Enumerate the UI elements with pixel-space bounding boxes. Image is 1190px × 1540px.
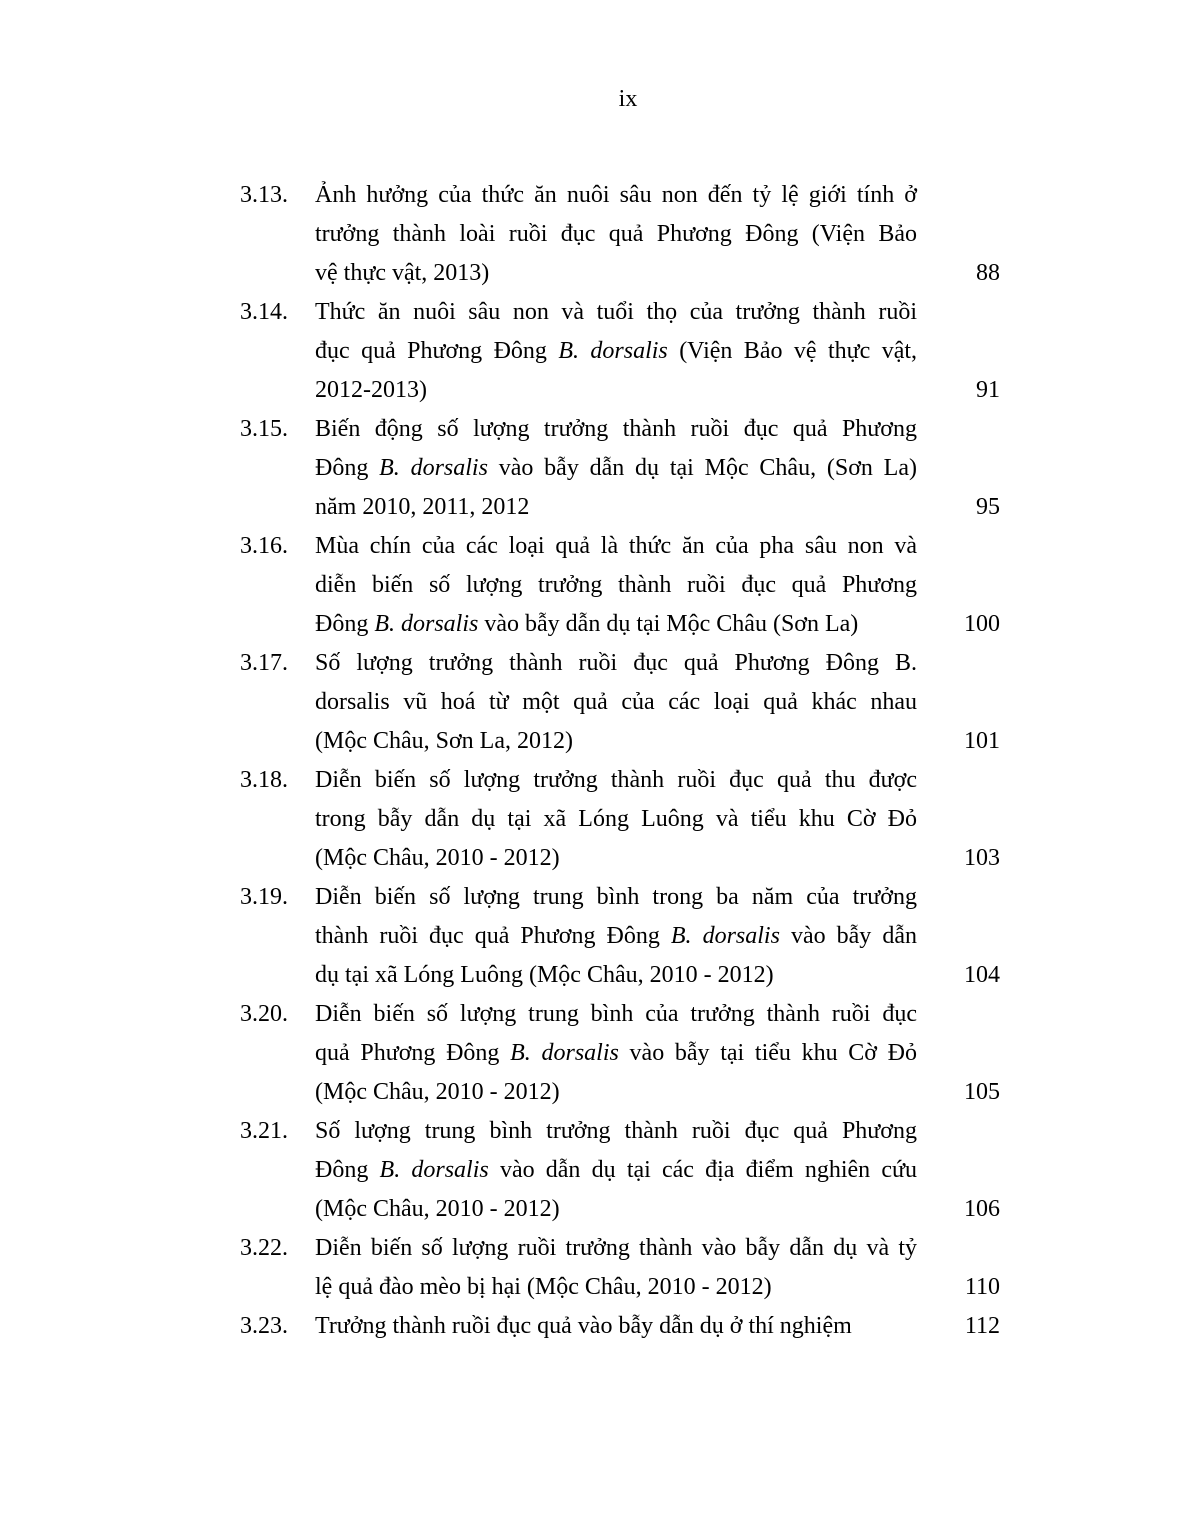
- title-text: vào dẫn dụ tại các địa điểm nghiên cứu: [488, 1157, 918, 1183]
- entry-number: 3.20.: [240, 1001, 288, 1027]
- entry-title-line: [315, 995, 917, 1034]
- toc-entry: [240, 1112, 1010, 1229]
- entry-title-line: [315, 254, 917, 293]
- title-text: Số lượng trưởng thành ruồi đục quả Phương Đông B.: [315, 650, 917, 676]
- species-name: B. dorsalis: [670, 923, 780, 949]
- page-number: ix: [618, 86, 638, 112]
- entry-title-line: [315, 839, 917, 878]
- title-text: Mùa chín của các loại quả là thức ăn của pha sâu non và: [315, 533, 917, 559]
- entry-title: [315, 1229, 917, 1307]
- title-text: vệ thực vật, 2013): [315, 260, 490, 286]
- entry-title-line: [315, 1307, 917, 1346]
- toc-entry: [240, 1307, 1010, 1346]
- title-text: (Mộc Châu, 2010 - 2012): [315, 1079, 560, 1105]
- title-text: Diễn biến số lượng trung bình trong ba năm của trưởng: [315, 884, 917, 910]
- toc-entry: [240, 293, 1010, 410]
- toc-entry: [240, 761, 1010, 878]
- entry-number: 3.21.: [240, 1118, 288, 1144]
- title-text: quả Phương Đông: [315, 1040, 511, 1066]
- title-text: lệ quả đào mèo bị hại (Mộc Châu, 2010 - 2012): [315, 1274, 772, 1300]
- species-name: B. dorsalis: [379, 1157, 489, 1183]
- entry-title-line: [315, 761, 917, 800]
- entry-number: 3.16.: [240, 533, 288, 559]
- entry-title-line: [315, 644, 917, 683]
- title-text: Số lượng trung bình trưởng thành ruồi đục quả Phương: [315, 1118, 917, 1144]
- title-text: diễn biến số lượng trưởng thành ruồi đục quả Phương: [315, 572, 917, 598]
- title-text: năm 2010, 2011, 2012: [315, 494, 530, 520]
- title-text: Diễn biến số lượng trưởng thành ruồi đục quả thu được: [315, 767, 917, 793]
- entry-number: 3.15.: [240, 416, 288, 442]
- entry-page-number: 101: [964, 728, 1000, 754]
- title-text: (Mộc Châu, Sơn La, 2012): [315, 728, 573, 754]
- toc-entry: [240, 644, 1010, 761]
- entry-title-line: [315, 1112, 917, 1151]
- species-name: B. dorsalis: [510, 1040, 619, 1066]
- toc-entry: [240, 878, 1010, 995]
- toc-entry: [240, 1229, 1010, 1307]
- entry-title-line: [315, 878, 917, 917]
- entry-number: 3.17.: [240, 650, 288, 676]
- entry-title-line: [315, 722, 917, 761]
- entry-title-line: [315, 371, 917, 410]
- species-name: B. dorsalis: [558, 338, 668, 364]
- entry-title: [315, 1112, 917, 1229]
- title-text: đục quả Phương Đông: [315, 338, 559, 364]
- entry-number: 3.19.: [240, 884, 288, 910]
- entry-title-line: [315, 1151, 917, 1190]
- title-text: vào bẫy dẫn dụ tại Mộc Châu (Sơn La): [478, 611, 859, 637]
- entry-title-line: [315, 410, 917, 449]
- species-name: B. dorsalis: [379, 455, 488, 481]
- title-text: 2012-2013): [315, 377, 427, 403]
- species-name: B. dorsalis: [374, 611, 479, 637]
- entry-title-line: [315, 293, 917, 332]
- entry-title-line: [315, 800, 917, 839]
- entry-title-line: [315, 1034, 917, 1073]
- entry-title: [315, 761, 917, 878]
- entry-page-number: 105: [964, 1079, 1000, 1105]
- toc-list: [240, 176, 1010, 1346]
- entry-number: 3.22.: [240, 1235, 288, 1261]
- entry-title-line: [315, 605, 917, 644]
- entry-title-line: [315, 332, 917, 371]
- entry-page-number: 110: [964, 1274, 1000, 1300]
- entry-title-line: [315, 1268, 917, 1307]
- entry-page-number: 91: [976, 377, 1000, 403]
- title-text: Đông: [315, 1157, 380, 1183]
- entry-page-number: 103: [964, 845, 1000, 871]
- title-text: Trưởng thành ruồi đục quả vào bẫy dẫn dụ ở thí nghiệm: [315, 1313, 852, 1339]
- entry-title-line: [315, 176, 917, 215]
- entry-title: [315, 176, 917, 293]
- entry-page-number: 104: [964, 962, 1000, 988]
- title-text: trong bẫy dẫn dụ tại xã Lóng Luông và tiểu khu Cờ Đỏ: [315, 806, 917, 832]
- entry-page-number: 100: [964, 611, 1000, 637]
- title-text: dorsalis vũ hoá từ một quả của các loại quả khác nhau: [315, 689, 917, 715]
- entry-title-line: [315, 1073, 917, 1112]
- title-text: Đông: [315, 455, 380, 481]
- title-text: (Viện Bảo vệ thực vật,: [667, 338, 918, 364]
- toc-entry: [240, 995, 1010, 1112]
- entry-page-number: 112: [964, 1313, 1000, 1339]
- title-text: (Mộc Châu, 2010 - 2012): [315, 845, 560, 871]
- entry-title-line: [315, 917, 917, 956]
- entry-page-number: 95: [976, 494, 1000, 520]
- entry-title: [315, 410, 917, 527]
- entry-title: [315, 1307, 917, 1346]
- entry-title-line: [315, 566, 917, 605]
- title-text: Diễn biến số lượng ruồi trưởng thành vào bẫy dẫn dụ và tỷ: [315, 1235, 917, 1261]
- entry-title: [315, 995, 917, 1112]
- entry-title-line: [315, 488, 917, 527]
- entry-title-line: [315, 449, 917, 488]
- toc-entry: [240, 176, 1010, 293]
- title-text: Ảnh hưởng của thức ăn nuôi sâu non đến tỷ lệ giới tính ở: [315, 182, 917, 208]
- title-text: vào bẫy tại tiểu khu Cờ Đỏ: [618, 1040, 918, 1066]
- entry-number: 3.14.: [240, 299, 288, 325]
- entry-title: [315, 293, 917, 410]
- toc-entry: [240, 527, 1010, 644]
- title-text: thành ruồi đục quả Phương Đông: [315, 923, 671, 949]
- title-text: dụ tại xã Lóng Luông (Mộc Châu, 2010 - 2012): [315, 962, 774, 988]
- entry-title-line: [315, 1229, 917, 1268]
- title-text: vào bẫy dẫn: [779, 923, 917, 949]
- entry-title-line: [315, 527, 917, 566]
- entry-title-line: [315, 1190, 917, 1229]
- title-text: Thức ăn nuôi sâu non và tuổi thọ của trưởng thành ruồi: [315, 299, 917, 325]
- title-text: Biến động số lượng trưởng thành ruồi đục quả Phương: [315, 416, 917, 442]
- entry-number: 3.18.: [240, 767, 288, 793]
- entry-title-line: [315, 215, 917, 254]
- entry-title-line: [315, 683, 917, 722]
- entry-page-number: 106: [964, 1196, 1000, 1222]
- toc-entry: [240, 410, 1010, 527]
- entry-title-line: [315, 956, 917, 995]
- entry-title: [315, 644, 917, 761]
- entry-number: 3.13.: [240, 182, 288, 208]
- title-text: vào bẫy dẫn dụ tại Mộc Châu, (Sơn La): [487, 455, 917, 481]
- entry-page-number: 88: [976, 260, 1000, 286]
- title-text: trưởng thành loài ruồi đục quả Phương Đông (Viện Bảo: [315, 221, 917, 247]
- title-text: Diễn biến số lượng trung bình của trưởng thành ruồi đục: [315, 1001, 917, 1027]
- title-text: Đông: [315, 611, 375, 637]
- entry-title: [315, 878, 917, 995]
- entry-title: [315, 527, 917, 644]
- entry-number: 3.23.: [240, 1313, 288, 1339]
- title-text: (Mộc Châu, 2010 - 2012): [315, 1196, 560, 1222]
